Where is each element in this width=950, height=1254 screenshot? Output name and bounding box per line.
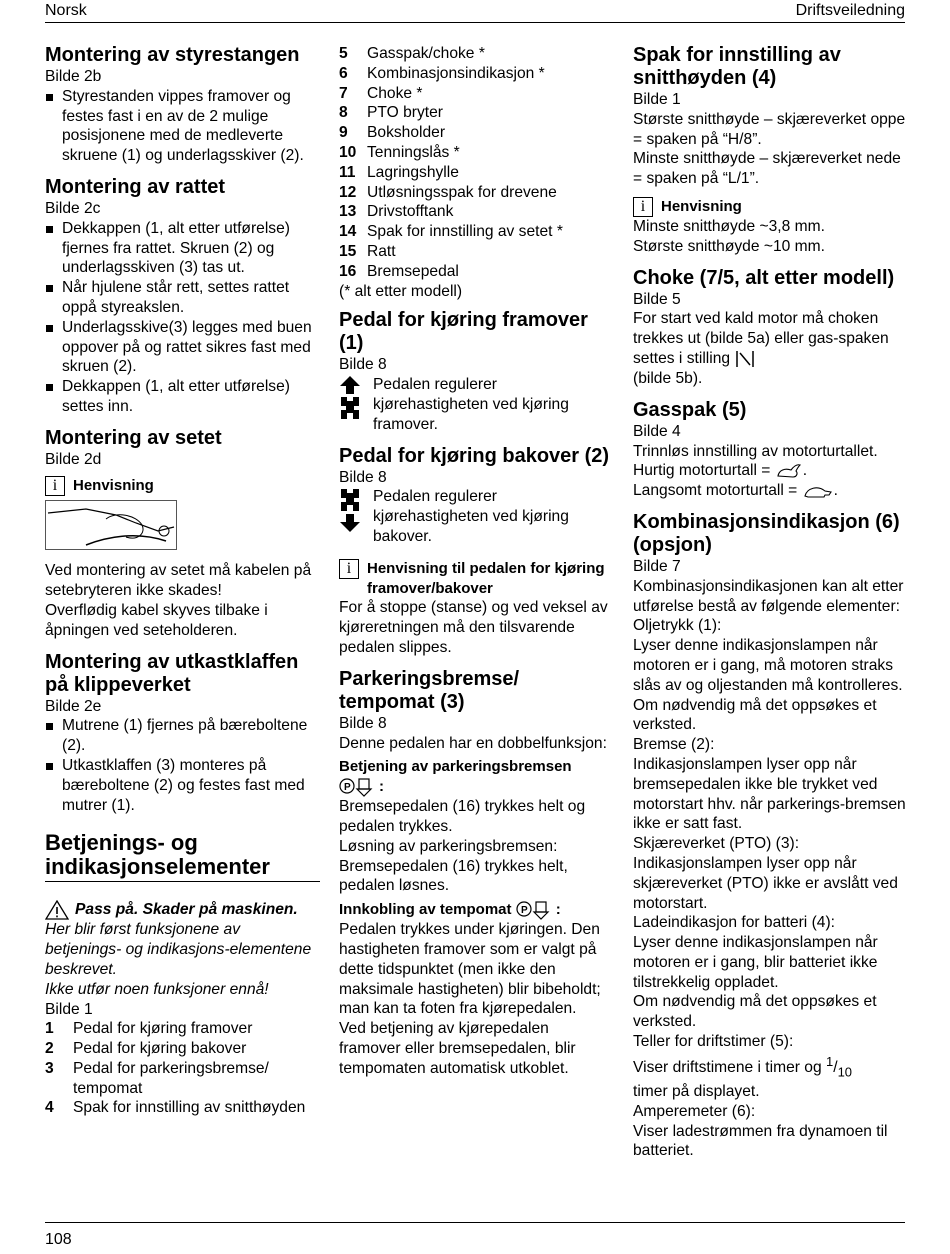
paragraph: Bremsepedalen (16) trykkes helt og pedalen trykkes. bbox=[339, 798, 586, 835]
item-text: Bremsepedal bbox=[367, 262, 459, 280]
choke-icon bbox=[734, 349, 756, 369]
list-item bbox=[339, 143, 614, 163]
section-title: Pedal for kjøring bakover (2) bbox=[339, 444, 610, 467]
hours-text: timer på displayet. bbox=[633, 1082, 760, 1100]
item-number: 2 bbox=[45, 1040, 54, 1058]
paragraph: Om nødvendig må det oppsøkes et verksted. bbox=[633, 993, 877, 1031]
slow-label: Langsomt motorturtall = bbox=[633, 482, 798, 500]
figure-ref: Bilde 1 bbox=[633, 91, 681, 108]
item-text: Kombinasjonsindikasjon * bbox=[367, 64, 545, 82]
subheading-text: Innkobling av tempomat bbox=[339, 901, 512, 919]
figure-ref: Bilde 8 bbox=[339, 468, 387, 486]
list-item bbox=[339, 262, 614, 282]
column-2 bbox=[339, 44, 614, 1079]
brake-pedal-icon bbox=[339, 777, 379, 797]
list-item bbox=[45, 1098, 320, 1118]
item-number: 7 bbox=[339, 84, 348, 102]
list-item bbox=[339, 123, 614, 143]
item-text: Pedal for parkeringsbremse/ tempomat bbox=[73, 1059, 269, 1097]
note-title: Henvisning bbox=[73, 476, 154, 494]
paragraph: Ved montering av setet må kabelen på setebryteren ikke skades! bbox=[45, 562, 312, 600]
figure-ref: Bilde 2e bbox=[45, 697, 102, 715]
paragraph: Amperemeter (6): bbox=[633, 1102, 756, 1120]
paragraph: Løsning av parkeringsbremsen: bbox=[339, 837, 558, 855]
paragraph: Ladeindikasjon for batteri (4): bbox=[633, 914, 835, 932]
paragraph: Største snitthøyde – skjæreverket oppe = spaken på “H/8”. bbox=[633, 110, 906, 148]
list-item bbox=[45, 1039, 320, 1059]
tortoise-icon bbox=[802, 482, 834, 500]
bullet-list bbox=[45, 87, 320, 166]
section-title: Montering av styrestangen bbox=[45, 44, 300, 66]
paragraph: Minste snitthøyde – skjæreverket nede = spaken på “L/1”. bbox=[633, 150, 901, 188]
figure-ref: Bilde 1 bbox=[45, 1000, 93, 1018]
item-text: Gasspak/choke * bbox=[367, 45, 485, 62]
item-text: Pedal for kjøring bakover bbox=[73, 1040, 247, 1058]
item-text: Spak for innstilling av snitthøyden bbox=[73, 1099, 306, 1117]
subheading-text: Betjening av parkeringsbremsen bbox=[339, 758, 572, 776]
paragraph: Lyser denne indikasjonslampen når motoren er i gang, blir batteriet ikke tilstrekkelig oppladet. bbox=[633, 934, 878, 991]
svg-text:P: P bbox=[344, 782, 351, 794]
tractor-icon bbox=[339, 487, 361, 513]
paragraph: Bremse (2): bbox=[633, 736, 715, 754]
paragraph: Indikasjonslampen lyser opp når bremsepedalen ikke ble trykket ved motorstart hhv. når parkerings-bremsen ikke er satt fast. bbox=[633, 755, 906, 833]
section-title: Spak for innstilling av snitthøyden (4) bbox=[633, 44, 841, 89]
note-title: Henvisning til pedalen for kjøring framover/bakover bbox=[367, 559, 605, 597]
list-item bbox=[339, 202, 614, 222]
item-number: 11 bbox=[339, 163, 356, 181]
subheading: Betjening av parkeringsbremsen P : bbox=[339, 757, 614, 797]
cable-illustration bbox=[45, 500, 177, 550]
bullet-list bbox=[45, 219, 320, 417]
paragraph: Kombinasjonsindikasjonen kan alt etter utførelse bestå av følgende elementer: bbox=[633, 577, 904, 615]
item-number: 4 bbox=[45, 1099, 54, 1117]
choke-text: For start ved kald motor må choken trekkes ut (bilde 5a) eller gas-spaken settes i stilling bbox=[633, 310, 889, 368]
paragraph: Hurtig motorturtall = . bbox=[633, 462, 808, 480]
warning-title: Pass på. Skader på maskinen. bbox=[75, 901, 298, 919]
pedal-forward-block bbox=[339, 375, 614, 434]
figure-ref: Bilde 4 bbox=[633, 422, 681, 440]
section-title: Choke (7/5, alt etter modell) bbox=[633, 266, 895, 289]
list-item: Underlagsskive(3) legges med buen oppover på og rattet sikres fast med skruen (2). bbox=[45, 318, 320, 377]
paragraph: For å stoppe (stanse) og ved veksel av kjøreretningen må den tilsvarende pedalen slippes. bbox=[339, 599, 608, 656]
paragraph: Største snitthøyde ~10 mm. bbox=[633, 237, 825, 255]
footer-divider bbox=[45, 1222, 905, 1223]
list-item: Når hjulene står rett, settes rattet oppå styreakslen. bbox=[45, 278, 320, 318]
figure-ref: Bilde 2c bbox=[45, 199, 101, 217]
item-text: PTO bryter bbox=[367, 104, 443, 122]
item-text: Utløsningsspak for drevene bbox=[367, 183, 557, 201]
paragraph: Pedalen regulerer kjørehastigheten ved kjøring bakover. bbox=[373, 488, 569, 545]
paragraph: Ved betjening av kjørepedalen framover eller bremsepedalen, blir tempomaten automatisk utkoblet. bbox=[339, 1020, 576, 1077]
paragraph: Minste snitthøyde ~3,8 mm. bbox=[633, 217, 825, 235]
item-number: 15 bbox=[339, 242, 357, 260]
list-item: Mutrene (1) fjernes på bæreboltene (2). bbox=[45, 716, 320, 756]
list-item bbox=[339, 163, 614, 183]
arrow-down-icon bbox=[339, 513, 361, 533]
section-title: Gasspak (5) bbox=[633, 398, 747, 421]
item-number: 5 bbox=[339, 45, 348, 62]
list-item: Dekkappen (1, alt etter utførelse) settes inn. bbox=[45, 377, 320, 417]
list-item: Utkastklaffen (3) monteres på bæreboltene (2) og festes fast med mutrer (1). bbox=[45, 756, 320, 815]
list-item bbox=[339, 242, 614, 262]
paragraph: Trinnløs innstilling av motorturtallet. bbox=[633, 442, 878, 460]
info-icon: i bbox=[633, 197, 653, 217]
pedal-backward-block bbox=[339, 487, 614, 546]
list-footnote: (* alt etter modell) bbox=[339, 282, 463, 300]
list-item bbox=[339, 183, 614, 203]
paragraph: Langsomt motorturtall = . bbox=[633, 482, 838, 500]
item-number: 9 bbox=[339, 124, 348, 142]
item-text: Choke * bbox=[367, 84, 423, 102]
figure-ref: Bilde 8 bbox=[339, 356, 387, 374]
item-text: Tenningslås * bbox=[367, 143, 460, 161]
tractor-icon bbox=[339, 395, 361, 421]
list-item bbox=[339, 44, 614, 64]
paragraph: Viser driftstimene i timer og $^1/_{10}$ timer på displayet. bbox=[633, 1053, 853, 1100]
numbered-list bbox=[45, 1019, 320, 1118]
list-item bbox=[339, 64, 614, 84]
item-text: Lagringshylle bbox=[367, 163, 459, 181]
paragraph: Pedalen regulerer kjørehastigheten ved kjøring framover. bbox=[373, 376, 569, 433]
figure-ref: Bilde 2d bbox=[45, 450, 102, 468]
item-number: 13 bbox=[339, 203, 357, 221]
paragraph: Teller for driftstimer (5): bbox=[633, 1033, 794, 1051]
note-box bbox=[45, 476, 320, 496]
paragraph bbox=[633, 309, 908, 388]
paragraph: Skjæreverket (PTO) (3): bbox=[633, 835, 800, 853]
section-title: Montering av rattet bbox=[45, 175, 226, 198]
column-1 bbox=[45, 40, 320, 1118]
list-item bbox=[45, 1019, 320, 1039]
item-number: 1 bbox=[45, 1020, 54, 1038]
fraction-denominator: 10 bbox=[837, 1064, 853, 1080]
fast-label: Hurtig motorturtall = bbox=[633, 462, 771, 480]
page-header bbox=[45, 0, 905, 23]
item-number: 10 bbox=[339, 143, 357, 161]
section-title: Parkeringsbremse/ tempomat (3) bbox=[339, 667, 520, 713]
item-text: Ratt bbox=[367, 242, 396, 260]
section-title: Montering av utkastklaffen på klippeverket bbox=[45, 650, 299, 696]
arrow-up-icon bbox=[339, 375, 361, 395]
figure-ref: Bilde 7 bbox=[633, 557, 681, 575]
paragraph: Overflødig kabel skyves tilbake i åpningen ved seteholderen. bbox=[45, 601, 268, 639]
choke-text: (bilde 5b). bbox=[633, 369, 703, 387]
paragraph: Lyser denne indikasjonslampen når motoren er i gang, må motoren straks slås av og oljestanden må kontrolleres. Om nødvendig må det oppsøkes et verksted. bbox=[633, 637, 903, 734]
chapter-title: Betjenings- og indikasjonselementer bbox=[45, 831, 320, 882]
list-item bbox=[339, 84, 614, 104]
paragraph: Indikasjonslampen lyser opp når skjæreverket (PTO) ikke er avslått ved motorstart. bbox=[633, 854, 898, 912]
item-number: 3 bbox=[45, 1059, 54, 1077]
paragraph: Oljetrykk (1): bbox=[633, 617, 722, 635]
figure-ref: Bilde 5 bbox=[633, 290, 681, 308]
section-title: Montering av setet bbox=[45, 426, 222, 449]
svg-text:P: P bbox=[520, 905, 528, 917]
hare-icon bbox=[775, 462, 803, 480]
list-item bbox=[339, 222, 614, 242]
warning-text: Her blir først funksjonene av betjenings- og indikasjons-elementene beskrevet. bbox=[45, 921, 312, 978]
info-icon: i bbox=[339, 559, 359, 579]
list-item bbox=[45, 1059, 320, 1099]
paragraph: Pedalen trykkes under kjøringen. Den hastigheten framover som er valgt på dette tidspunktet (men ikke den maksimale hastigheten) blir bibeholdt; man kan ta foten fra kjørepedalen. bbox=[339, 921, 601, 1018]
warning-text: Ikke utfør noen funksjoner ennå! bbox=[45, 980, 269, 998]
item-number: 8 bbox=[339, 104, 348, 122]
item-number: 6 bbox=[339, 64, 348, 82]
list-item: Styrestanden vippes framover og festes fast i en av de 2 mulige posisjonene med de medleverte skruene (1) og underlagsskiver (2). bbox=[45, 87, 320, 166]
note-box bbox=[633, 197, 908, 217]
section-title: Kombinasjonsindikasjon (6) (opsjon) bbox=[633, 510, 900, 556]
item-text: Spak for innstilling av setet * bbox=[367, 223, 563, 241]
bullet-list bbox=[45, 716, 320, 815]
item-text: Pedal for kjøring framover bbox=[73, 1020, 253, 1038]
numbered-list bbox=[339, 44, 614, 282]
item-number: 12 bbox=[339, 183, 357, 201]
warning-icon bbox=[45, 900, 69, 920]
item-text: Drivstofftank bbox=[367, 203, 454, 221]
item-number: 14 bbox=[339, 223, 357, 241]
list-item bbox=[339, 103, 614, 123]
hours-text: Viser driftstimene i timer og bbox=[633, 1059, 822, 1077]
item-number: 16 bbox=[339, 262, 357, 280]
section-title: Pedal for kjøring framover (1) bbox=[339, 309, 588, 355]
info-icon: i bbox=[45, 476, 65, 496]
list-item: Dekkappen (1, alt etter utførelse) fjernes fra rattet. Skruen (2) og underlagsskiven (3) tas ut. bbox=[45, 219, 320, 278]
subheading: Innkobling av tempomat P : bbox=[339, 900, 614, 920]
column-3 bbox=[633, 40, 908, 1161]
figure-ref: Bilde 2b bbox=[45, 68, 102, 85]
paragraph: Denne pedalen har en dobbelfunksjon: bbox=[339, 734, 607, 752]
paragraph: Viser ladestrømmen fra dynamoen til batteriet. bbox=[633, 1122, 888, 1160]
item-text: Boksholder bbox=[367, 124, 446, 142]
cruise-pedal-icon bbox=[516, 900, 556, 920]
note-box bbox=[339, 559, 614, 599]
header-doc-title: Driftsveiledning bbox=[795, 2, 905, 19]
paragraph: Bremsepedalen (16) trykkes helt, pedalen løsnes. bbox=[339, 857, 568, 895]
warning-box bbox=[45, 900, 320, 920]
header-language: Norsk bbox=[45, 2, 87, 19]
fraction-numerator: 1 bbox=[825, 1053, 834, 1069]
note-title: Henvisning bbox=[661, 197, 742, 215]
figure-ref: Bilde 8 bbox=[339, 714, 387, 732]
page-number: 108 bbox=[45, 1231, 72, 1248]
